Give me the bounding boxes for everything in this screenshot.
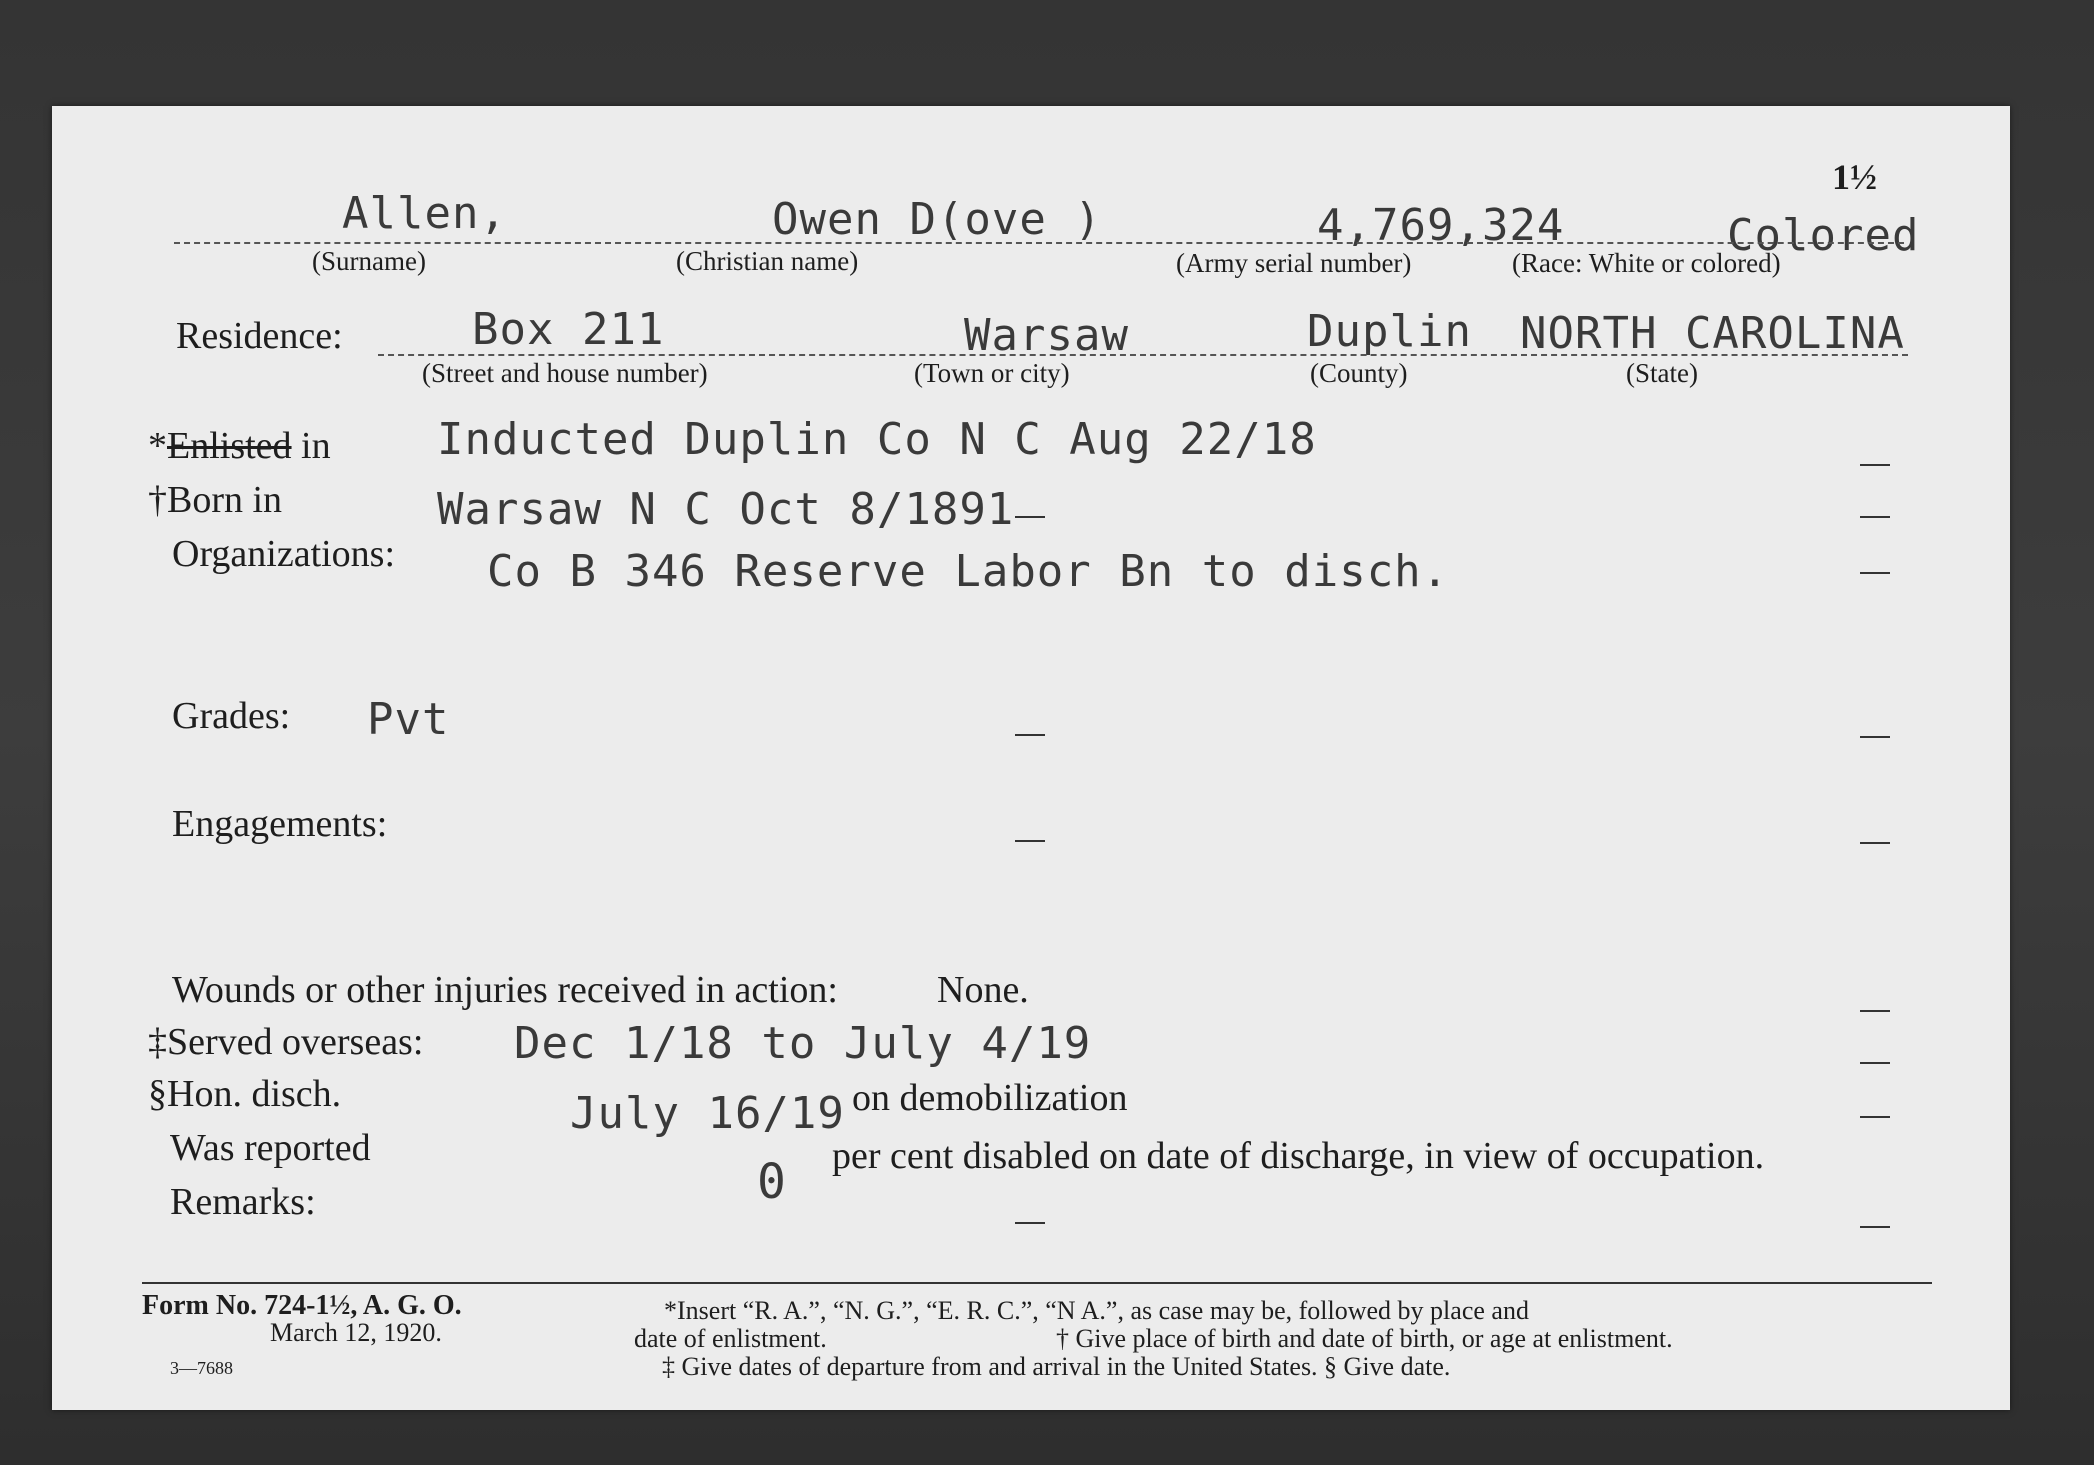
enlisted-suffix: in — [291, 425, 331, 467]
margin-dash — [1860, 1062, 1890, 1064]
residence-street-value: Box 211 — [472, 304, 665, 355]
serial-number-value: 4,769,324 — [1317, 200, 1565, 251]
footnote-birth: † Give place of birth and date of birth, or age at enlistment. — [1056, 1324, 1673, 1353]
engagements-label: Engagements: — [172, 803, 388, 845]
remarks-label: Remarks: — [170, 1181, 316, 1223]
grades-value: Pvt — [367, 694, 450, 745]
enlisted-marker: * — [148, 425, 167, 467]
hon-disch-value: July 16/19 — [570, 1088, 845, 1139]
form-number: Form No. 724-1½, A. G. O. — [142, 1290, 462, 1321]
margin-dash — [1860, 1226, 1890, 1228]
enlisted-value: Inducted Duplin Co N C Aug 22/18 — [437, 414, 1317, 465]
grades-dash — [1015, 734, 1045, 736]
form-fraction: 1½ — [1832, 157, 1877, 197]
race-value: Colored — [1727, 210, 1920, 261]
margin-dash — [1860, 1010, 1890, 1012]
grades-label: Grades: — [172, 695, 291, 737]
hon-disch-label: §Hon. disch. — [148, 1073, 342, 1115]
county-caption: (County) — [1310, 358, 1408, 388]
wounds-value: None. — [937, 969, 1029, 1011]
enlisted-label — [148, 424, 331, 468]
margin-dash — [1860, 736, 1890, 738]
enlisted-struck-word: Enlisted — [167, 425, 292, 467]
street-caption: (Street and house number) — [422, 358, 708, 388]
footnote-overseas: ‡ Give dates of departure from and arrival in the United States. § Give date. — [662, 1352, 1451, 1381]
reported-label: Was reported — [170, 1127, 371, 1169]
residence-county-value: Duplin — [1307, 306, 1472, 357]
name-row-line — [174, 242, 1904, 244]
overseas-value: Dec 1/18 to July 4/19 — [514, 1018, 1092, 1069]
disability-percent-value: 0 — [757, 1154, 787, 1210]
remarks-dash — [1015, 1222, 1045, 1224]
christian-name-value: Owen D(ove ) — [772, 194, 1102, 245]
wounds-label: Wounds or other injuries received in action: — [172, 969, 838, 1011]
serial-caption: (Army serial number) — [1176, 248, 1412, 278]
residence-label: Residence: — [176, 315, 343, 357]
residence-town-value: Warsaw — [964, 310, 1129, 361]
engagements-dash — [1015, 840, 1045, 842]
margin-dash — [1860, 464, 1890, 466]
town-caption: (Town or city) — [914, 358, 1070, 388]
organizations-label: Organizations: — [172, 533, 396, 575]
service-record-card — [52, 106, 2010, 1410]
form-date: March 12, 1920. — [270, 1318, 442, 1347]
overseas-label: ‡Served overseas: — [148, 1021, 424, 1063]
state-caption: (State) — [1626, 358, 1698, 388]
margin-dash — [1860, 516, 1890, 518]
margin-dash — [1860, 842, 1890, 844]
race-caption: (Race: White or colored) — [1512, 248, 1781, 278]
print-code: 3—7688 — [170, 1358, 233, 1378]
footnote-enlistment: date of enlistment. — [634, 1324, 827, 1353]
born-value: Warsaw N C Oct 8/1891 — [437, 484, 1015, 535]
margin-dash — [1860, 1116, 1890, 1118]
surname-caption: (Surname) — [312, 246, 426, 276]
hon-disch-suffix: on demobilization — [852, 1077, 1128, 1119]
footer-rule — [142, 1282, 1932, 1284]
residence-row-line — [378, 354, 1908, 356]
footnote-insert: *Insert “R. A.”, “N. G.”, “E. R. C.”, “N A.”, as case may be, followed by place and — [664, 1296, 1529, 1325]
organizations-value: Co B 346 Reserve Labor Bn to disch. — [487, 546, 1450, 597]
born-label: †Born in — [148, 479, 283, 521]
surname-value: Allen, — [342, 188, 507, 239]
christian-name-caption: (Christian name) — [676, 246, 859, 276]
born-dash — [1015, 516, 1045, 518]
margin-dash — [1860, 572, 1890, 574]
reported-suffix: per cent disabled on date of discharge, in view of occupation. — [832, 1135, 1765, 1177]
residence-state-value: NORTH CAROLINA — [1520, 308, 1905, 359]
